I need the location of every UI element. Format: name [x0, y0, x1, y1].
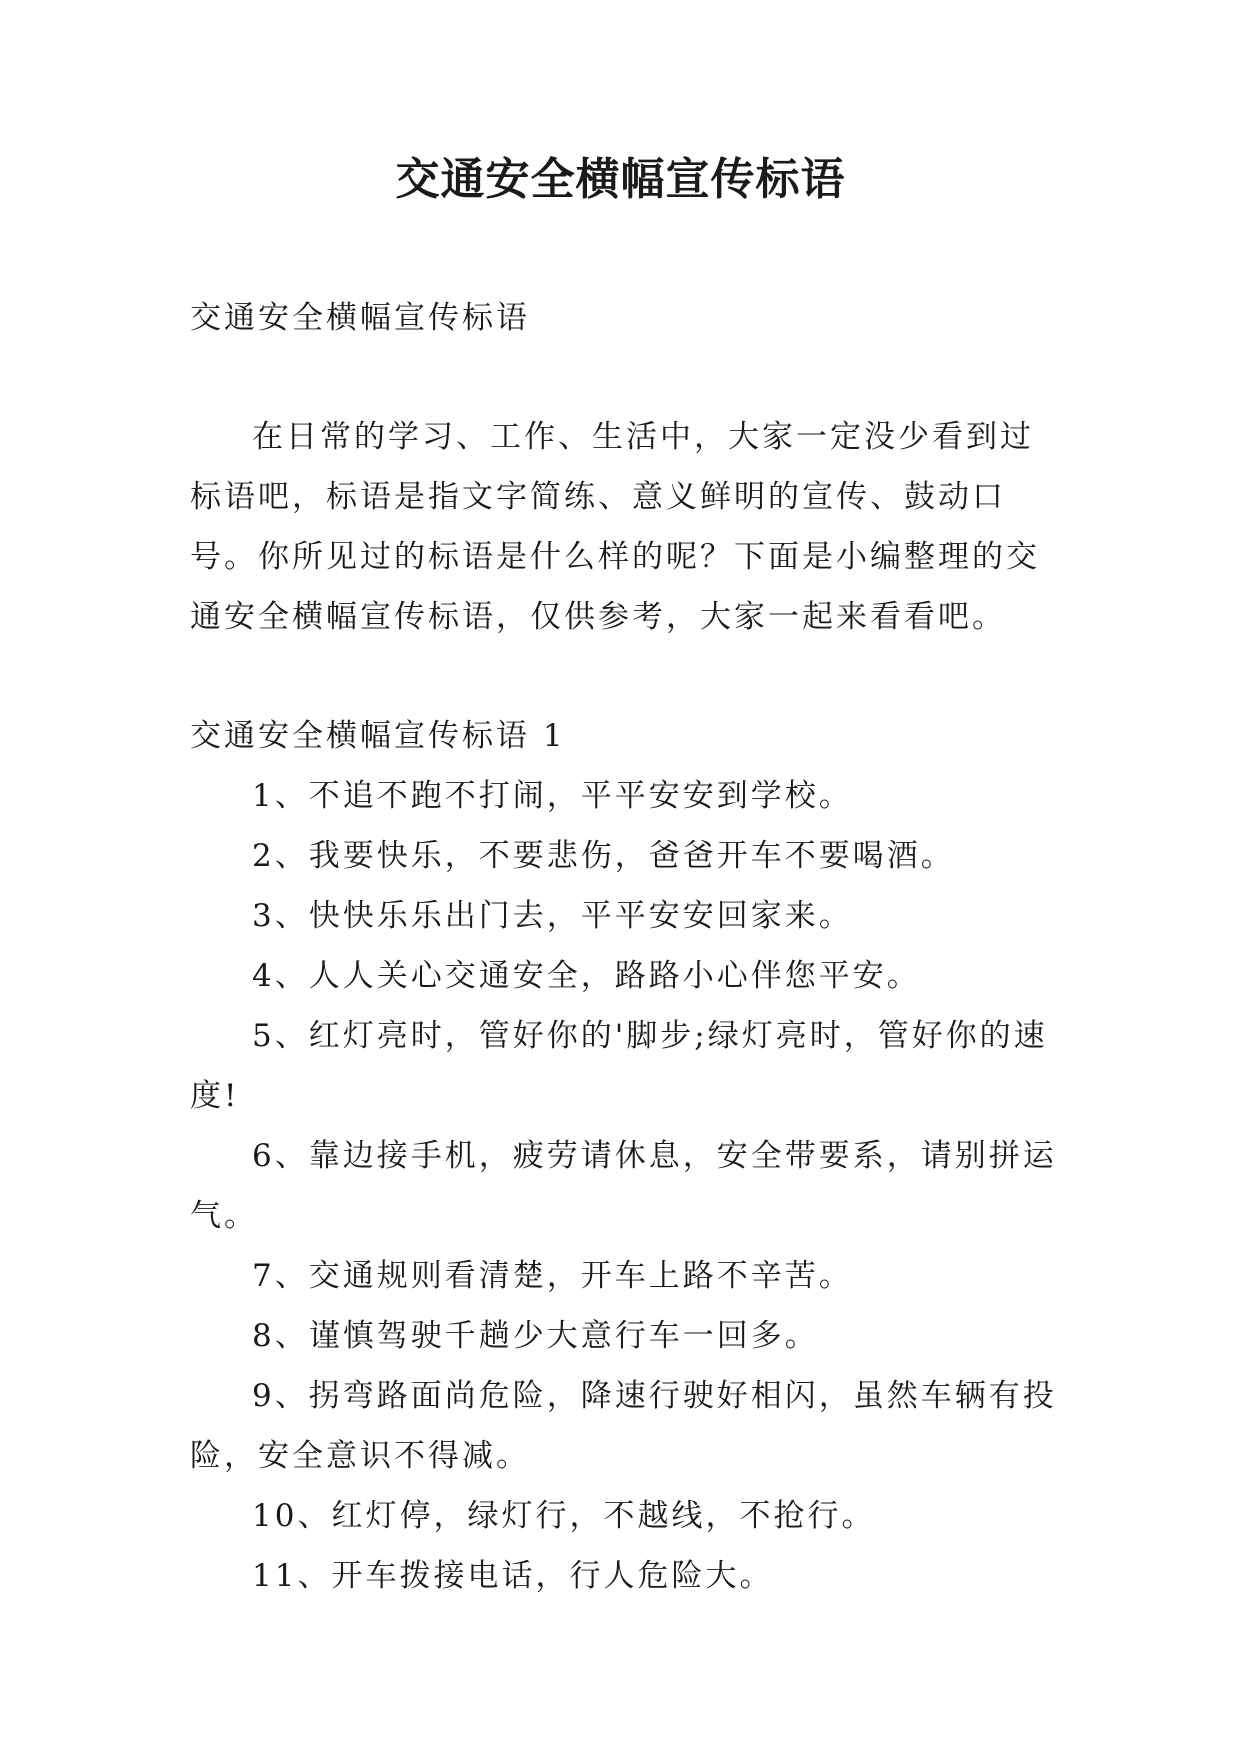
document-title: 交通安全横幅宣传标语: [395, 154, 846, 205]
slogan-item-4: 4、人人关心交通安全，路路小心伴您平安。: [252, 958, 921, 994]
slogan-item-9: 9、拐弯路面尚危险，降速行驶好相闪，虽然车辆有投险，安全意识不得减。: [190, 1378, 1057, 1474]
document-subtitle: 交通安全横幅宣传标语: [190, 300, 530, 336]
section-heading: 交通安全横幅宣传标语 1: [190, 718, 566, 754]
slogan-item-2: 2、我要快乐，不要悲伤，爸爸开车不要喝酒。: [252, 838, 955, 874]
slogan-item-10: 10、红灯停，绿灯行，不越线，不抢行。: [252, 1498, 876, 1534]
slogan-item-5: 5、红灯亮时，管好你的'脚步;绿灯亮时，管好你的速度!: [190, 1018, 1048, 1114]
slogan-item-11: 11、开车拨接电话，行人危险大。: [252, 1558, 774, 1594]
slogan-item-7: 7、交通规则看清楚，开车上路不辛苦。: [252, 1258, 853, 1294]
intro-paragraph: 在日常的学习、工作、生活中，大家一定没少看到过标语吧，标语是指文字简练、意义鲜明的宣传、鼓动口号。你所见过的标语是什么样的呢？下面是小编整理的交通安全横幅宣传标语，仅供参考，大家一起来看看吧。: [190, 419, 1040, 635]
slogan-item-6: 6、靠边接手机，疲劳请休息，安全带要系，请别拼运气。: [190, 1138, 1057, 1234]
slogan-item-8: 8、谨慎驾驶千趟少大意行车一回多。: [252, 1318, 819, 1354]
document-body: [190, 288, 1060, 1606]
slogan-item-3: 3、快快乐乐出门去，平平安安回家来。: [252, 898, 853, 934]
slogan-item-1: 1、不追不跑不打闹，平平安安到学校。: [252, 778, 853, 814]
